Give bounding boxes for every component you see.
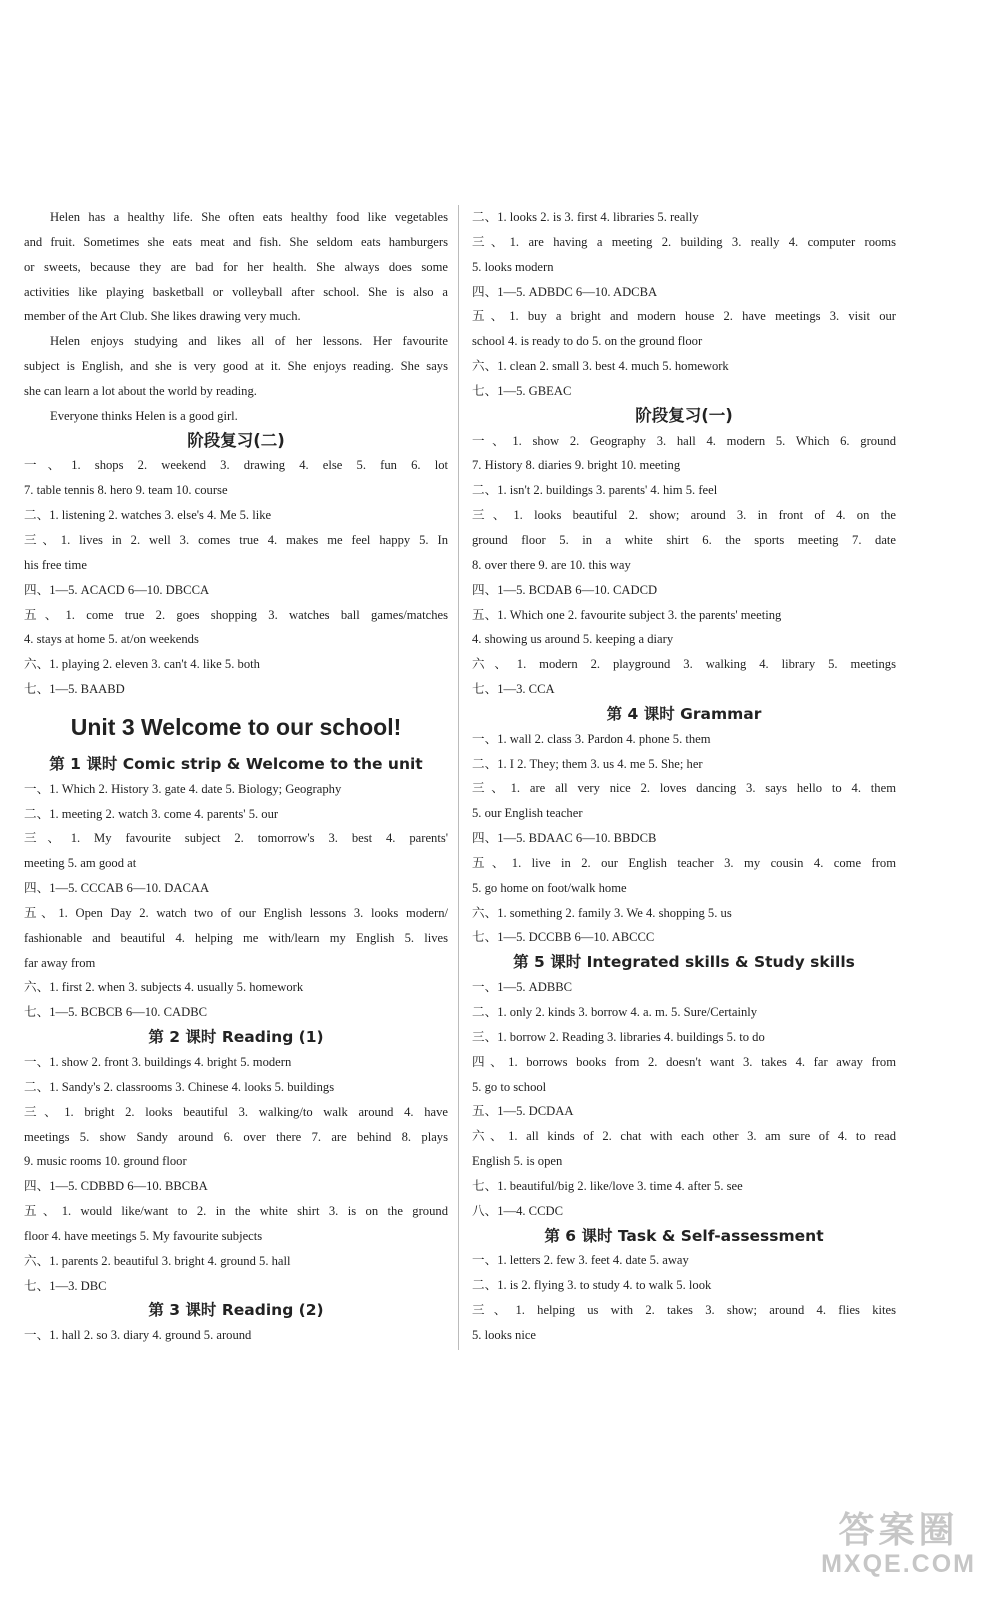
watermark-logo: 答案圈 — [838, 1509, 959, 1550]
answer-line: far away from — [24, 955, 96, 970]
answer-line: meeting 5. am good at — [24, 856, 137, 871]
answer-line: 9. music rooms 10. ground floor — [24, 1154, 187, 1169]
answer-line: 六、1. modern 2. playground 3. walking 4. library 5. meetings — [472, 657, 896, 672]
answer-block-lesson-4 — [472, 727, 896, 951]
answer-line: Everyone thinks Helen is a good girl. — [50, 408, 238, 423]
answer-block-lesson-3 — [24, 1323, 448, 1348]
answer-line: 四、1—5. ADBDC 6—10. ADCBA — [472, 284, 658, 299]
answer-line: 8. over there 9. are 10. this way — [472, 557, 631, 572]
lesson-6-subtitle: Task & Self-assessment — [617, 1226, 824, 1245]
answer-line: his free time — [24, 557, 87, 572]
lesson-3-title: 第 3 课时 — [148, 1301, 217, 1320]
lesson-4-title: 第 4 课时 — [606, 704, 675, 723]
answer-line: 5. our English teacher — [472, 806, 583, 821]
lesson-5-heading — [472, 950, 896, 975]
answer-line: Helen has a healthy life. She often eats healthy food like vegetables — [50, 210, 448, 224]
answer-line: 一、1—5. ADBBC — [472, 980, 573, 995]
answer-line: she can learn a lot about the world by reading. — [24, 383, 257, 398]
answer-line: 5. looks nice — [472, 1327, 537, 1342]
reading-passage — [24, 205, 448, 429]
lesson-1-heading — [24, 752, 448, 777]
answer-block-review-2 — [24, 453, 448, 701]
lesson-1-title: 第 1 课时 — [49, 754, 118, 773]
lesson-4-subtitle: Grammar — [680, 704, 762, 723]
answer-line: 一、1. wall 2. class 3. Pardon 4. phone 5. them — [472, 731, 711, 746]
answer-line: 二、1. listening 2. watches 3. else's 4. Me 5. like — [24, 508, 272, 523]
answer-line: 三、1. lives in 2. well 3. comes true 4. makes me feel happy 5. In — [24, 532, 448, 547]
answer-line: 五、1. buy a bright and modern house 2. have meetings 3. visit our — [472, 309, 896, 324]
answer-line: Helen enjoys studying and likes all of her lessons. Her favourite — [50, 334, 448, 349]
answer-line: 二、1. only 2. kinds 3. borrow 4. a. m. 5. Sure/Certainly — [472, 1005, 758, 1019]
section-title-review-1: 阶段复习(一) — [635, 405, 733, 425]
answer-line: 7. table tennis 8. hero 9. team 10. course — [24, 483, 228, 498]
answer-line: 四、1—5. ACACD 6—10. DBCCA — [24, 582, 210, 597]
answer-line: 七、1—5. BAABD — [24, 682, 125, 697]
answer-line: activities like playing basketball or volleyball after school. She is also a — [24, 284, 448, 299]
column-divider — [458, 205, 459, 1350]
answer-line: 七、1—5. BCBCB 6—10. CADBC — [24, 1005, 207, 1020]
answer-line: 二、1. meeting 2. watch 3. come 4. parents' 5. our — [24, 806, 279, 821]
watermark — [821, 1510, 976, 1578]
answer-line: 六、1. playing 2. eleven 3. can't 4. like 5. both — [24, 657, 260, 672]
answer-line: 三、1. are all very nice 2. loves dancing 3. says hello to 4. them — [472, 781, 896, 796]
answer-line: 5. looks modern — [472, 259, 554, 274]
answer-line: 5. go home on foot/walk home — [472, 880, 627, 895]
lesson-6-heading — [472, 1224, 896, 1249]
answer-line: 五、1. Which one 2. favourite subject 3. the parents' meeting — [472, 607, 782, 622]
answer-line: or sweets, because they are bad for her health. She always does some — [24, 259, 448, 274]
answer-line: 4. showing us around 5. keeping a diary — [472, 632, 674, 647]
section-title-review-2: 阶段复习(二) — [187, 430, 285, 450]
answer-line: school 4. is ready to do 5. on the ground floor — [472, 334, 703, 349]
answer-line: 六、1. parents 2. beautiful 3. bright 4. ground 5. hall — [24, 1253, 291, 1268]
answer-line: 五、1. would like/want to 2. in the white shirt 3. is on the ground — [24, 1204, 448, 1219]
answer-line: 二、1. I 2. They; them 3. us 4. me 5. She; her — [472, 756, 703, 771]
answer-block-review-1 — [472, 429, 896, 702]
answer-line: 七、1—3. DBC — [24, 1278, 107, 1293]
answer-block-lesson-3-continued — [472, 205, 896, 404]
answer-line: 7. History 8. diaries 9. bright 10. meeting — [472, 458, 681, 473]
lesson-2-subtitle: Reading (1) — [221, 1028, 324, 1047]
answer-line: 三、1. looks beautiful 2. show; around 3. in front of 4. on the — [472, 508, 896, 523]
answer-block-lesson-6 — [472, 1248, 896, 1347]
answer-line: 八、1—4. CCDC — [472, 1203, 563, 1218]
answer-line: ground floor 5. in a white shirt 6. the sports meeting 7. date — [472, 532, 896, 547]
answer-line: 五、1. Open Day 2. watch two of our English lessons 3. looks modern/ — [24, 905, 448, 920]
lesson-3-subtitle: Reading (2) — [221, 1301, 324, 1320]
answer-line: 二、1. is 2. flying 3. to study 4. to walk 5. look — [472, 1278, 712, 1293]
answer-line: 4. stays at home 5. at/on weekends — [24, 632, 199, 647]
answer-line: 二、1. Sandy's 2. classrooms 3. Chinese 4. looks 5. buildings — [24, 1079, 335, 1094]
answer-line: 六、1. something 2. family 3. We 4. shopping 5. us — [472, 905, 732, 920]
answer-line: 一、1. letters 2. few 3. feet 4. date 5. away — [472, 1253, 689, 1268]
answer-line: 三、1. bright 2. looks beautiful 3. walking/to walk around 4. have — [24, 1104, 448, 1119]
answer-line: 一、1. show 2. front 3. buildings 4. bright 5. modern — [24, 1055, 292, 1069]
lesson-6-title: 第 6 课时 — [544, 1226, 613, 1245]
answer-line: 一、1. shops 2. weekend 3. drawing 4. else 5. fun 6. lot — [24, 458, 448, 473]
answer-line: 七、1—5. GBEAC — [472, 383, 572, 398]
answer-line: 五、1—5. DCDAA — [472, 1104, 574, 1119]
answer-line: member of the Art Club. She likes drawing very much. — [24, 309, 301, 324]
answer-line: 五、1. live in 2. our English teacher 3. my cousin 4. come from — [472, 855, 896, 870]
answer-line: 七、1—5. DCCBB 6—10. ABCCC — [472, 930, 655, 945]
answer-line: 一、1. hall 2. so 3. diary 4. ground 5. around — [24, 1328, 252, 1343]
left-column — [24, 205, 448, 1348]
answer-line: 一、1. Which 2. History 3. gate 4. date 5. Biology; Geography — [24, 781, 342, 796]
answer-line: 四、1—5. BCDAB 6—10. CADCD — [472, 582, 658, 597]
answer-block-lesson-1 — [24, 777, 448, 1025]
lesson-2-title: 第 2 课时 — [148, 1028, 217, 1047]
answer-line: fashionable and beautiful 4. helping me with/learn my English 5. lives — [24, 930, 448, 945]
answer-line: 三、1. helping us with 2. takes 3. show; around 4. flies kites — [472, 1303, 896, 1318]
unit-title: Unit 3 Welcome to our school! — [70, 713, 402, 740]
answer-line: floor 4. have meetings 5. My favourite subjects — [24, 1228, 263, 1243]
lesson-3-heading — [24, 1298, 448, 1323]
answer-line: 五、1. come true 2. goes shopping 3. watches ball games/matches — [24, 607, 448, 622]
watermark-url: MXQE.COM — [821, 1550, 976, 1578]
answer-line: 5. go to school — [472, 1079, 547, 1094]
answer-line: 一、1. show 2. Geography 3. hall 4. modern 5. Which 6. ground — [472, 433, 896, 448]
answer-line: 六、1. clean 2. small 3. best 4. much 5. homework — [472, 359, 729, 374]
answer-block-lesson-2 — [24, 1050, 448, 1298]
lesson-1-subtitle: Comic strip & Welcome to the unit — [122, 754, 423, 773]
answer-line: 三、1. are having a meeting 2. building 3. really 4. computer rooms — [472, 234, 896, 249]
answer-line: 三、1. My favourite subject 2. tomorrow's 3. best 4. parents' — [24, 831, 448, 846]
answer-line: 三、1. borrow 2. Reading 3. libraries 4. buildings 5. to do — [472, 1029, 765, 1044]
answer-block-lesson-5 — [472, 975, 896, 1223]
answer-line: 七、1. beautiful/big 2. like/love 3. time 4. after 5. see — [472, 1178, 743, 1193]
answer-line: subject is English, and she is very good at it. She enjoys reading. She says — [24, 359, 448, 374]
answer-line: 六、1. first 2. when 3. subjects 4. usually 5. homework — [24, 980, 304, 995]
lesson-4-heading — [472, 702, 896, 727]
lesson-5-title: 第 5 课时 — [513, 953, 582, 972]
right-column — [472, 205, 896, 1348]
answer-line: 四、1. borrows books from 2. doesn't want 3. takes 4. far away from — [472, 1054, 896, 1069]
answer-line: 七、1—3. CCA — [472, 682, 555, 697]
answer-line: meetings 5. show Sandy around 6. over there 7. are behind 8. plays — [24, 1129, 448, 1144]
answer-line: 四、1—5. CCCAB 6—10. DACAA — [24, 881, 210, 896]
answer-line: 二、1. looks 2. is 3. first 4. libraries 5. really — [472, 210, 699, 224]
answer-line: 二、1. isn't 2. buildings 3. parents' 4. him 5. feel — [472, 483, 718, 498]
answer-line: and fruit. Sometimes she eats meat and fish. She seldom eats hamburgers — [24, 234, 448, 249]
lesson-5-subtitle: Integrated skills & Study skills — [586, 953, 855, 972]
answer-line: 四、1—5. CDBBD 6—10. BBCBA — [24, 1179, 208, 1194]
answer-line: 四、1—5. BDAAC 6—10. BBDCB — [472, 831, 657, 846]
answer-line: 六、1. all kinds of 2. chat with each other 3. am sure of 4. to read — [472, 1129, 896, 1144]
answer-line: English 5. is open — [472, 1154, 563, 1169]
lesson-2-heading — [24, 1025, 448, 1050]
